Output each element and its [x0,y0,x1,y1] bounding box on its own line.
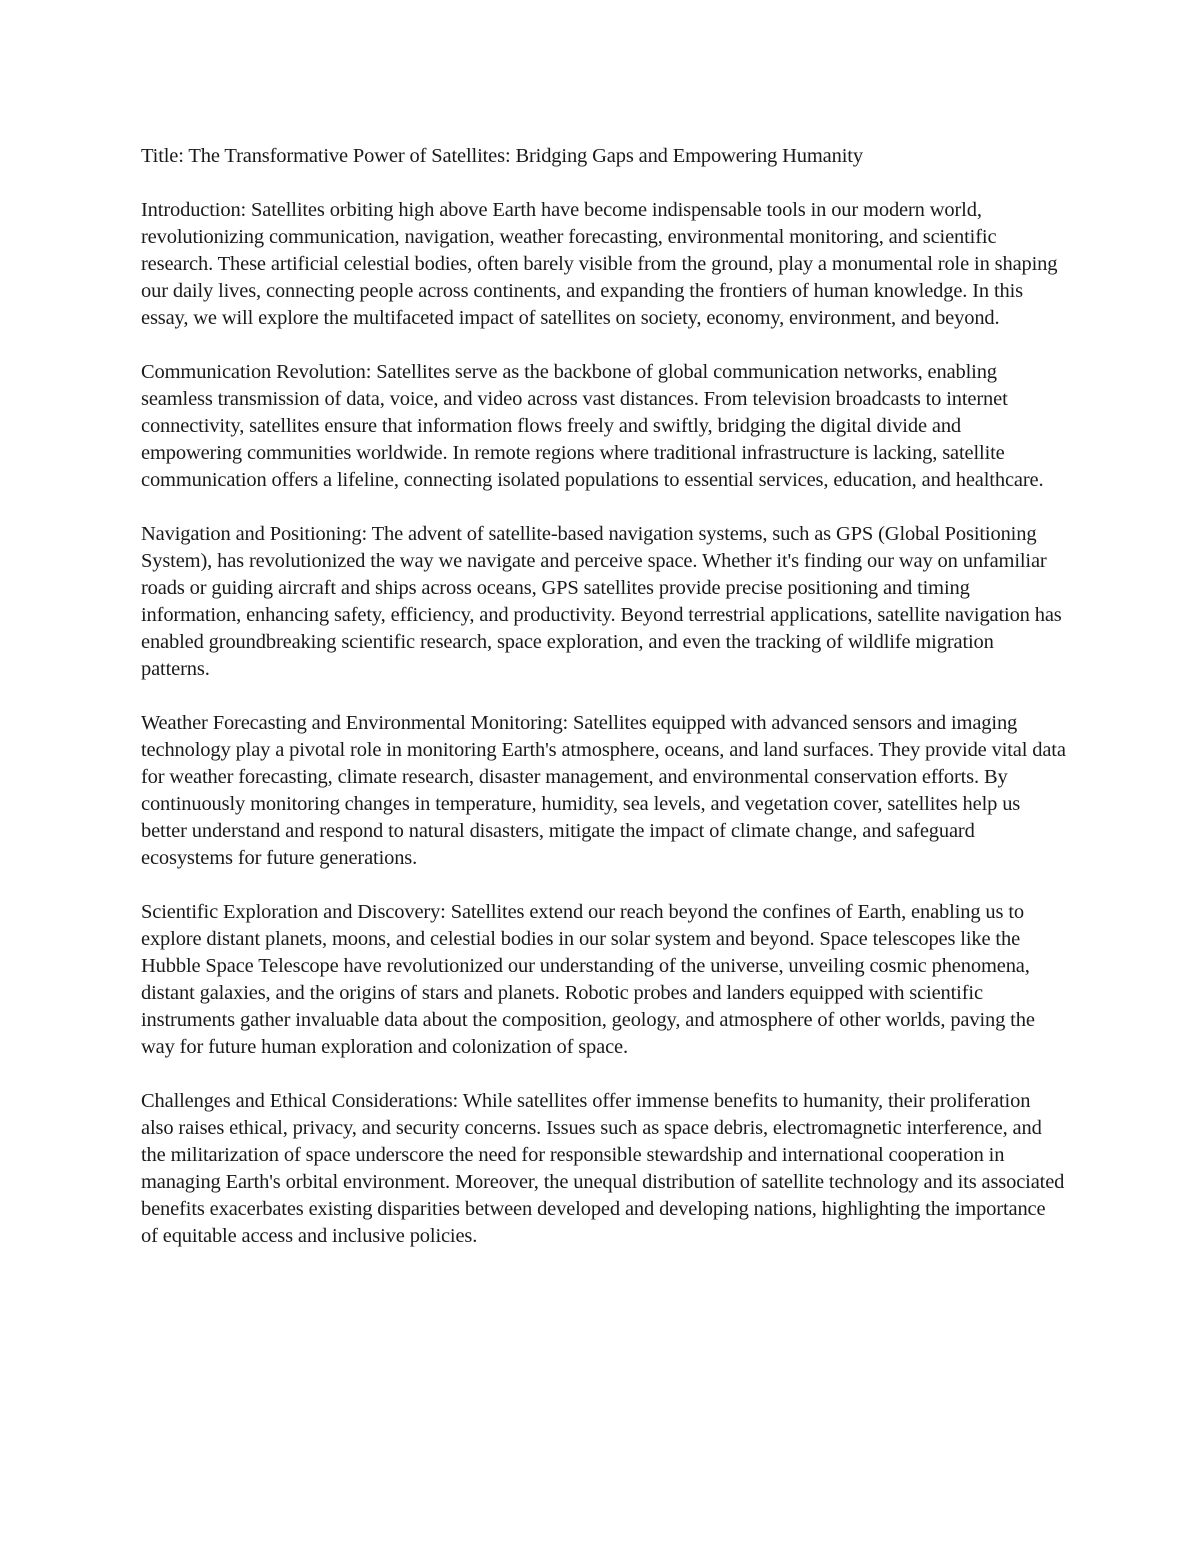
paragraph-communication-revolution: Communication Revolution: Satellites serve as the backbone of global communication networks, enabling seamless transmission of data, voice, and video across vast distances. From television broadcasts to internet connectivity, satellites ensure that information flows freely and swiftly, bridging the digital divide and empowering communities worldwide. In remote regions where traditional infrastructure is lacking, satellite communication offers a lifeline, connecting isolated populations to essential services, education, and healthcare. [141,361,1044,491]
paragraph-introduction: Introduction: Satellites orbiting high above Earth have become indispensable tools in our modern world, revolutionizing communication, navigation, weather forecasting, environmental monitoring, and scientific research. These artificial celestial bodies, often barely visible from the ground, play a monumental role in shaping our daily lives, connecting people across continents, and expanding the frontiers of human knowledge. In this essay, we will explore the multifaceted impact of satellites on society, economy, environment, and beyond. [141,199,1058,329]
paragraph-scientific-exploration: Scientific Exploration and Discovery: Satellites extend our reach beyond the confines of Earth, enabling us to explore distant planets, moons, and celestial bodies in our solar system and beyond. Space telescopes like the Hubble Space Telescope have revolutionized our understanding of the universe, unveiling cosmic phenomena, distant galaxies, and the origins of stars and planets. Robotic probes and landers equipped with scientific instruments gather invaluable data about the composition, geology, and atmosphere of other worlds, paving the way for future human exploration and colonization of space. [141,901,1035,1058]
paragraph-navigation-positioning: Navigation and Positioning: The advent of satellite-based navigation systems, such as GPS (Global Positioning System), has revolutionized the way we navigate and perceive space. Whether it's finding our way on unfamiliar roads or guiding aircraft and ships across oceans, GPS satellites provide precise positioning and timing information, enhancing safety, efficiency, and productivity. Beyond terrestrial applications, satellite navigation has enabled groundbreaking scientific research, space exploration, and even the tracking of wildlife migration patterns. [141,523,1062,680]
document-title: Title: The Transformative Power of Satellites: Bridging Gaps and Empowering Humanity [141,145,863,167]
paragraph-weather-environment: Weather Forecasting and Environmental Monitoring: Satellites equipped with advanced sensors and imaging technology play a pivotal role in monitoring Earth's atmosphere, oceans, and land surfaces. They provide vital data for weather forecasting, climate research, disaster management, and environmental conservation efforts. By continuously monitoring changes in temperature, humidity, sea levels, and vegetation cover, satellites help us better understand and respond to natural disasters, mitigate the impact of climate change, and safeguard ecosystems for future generations. [141,712,1066,869]
paragraph-challenges-ethics: Challenges and Ethical Considerations: While satellites offer immense benefits to humanity, their proliferation also raises ethical, privacy, and security concerns. Issues such as space debris, electromagnetic interference, and the militarization of space underscore the need for responsible stewardship and international cooperation in managing Earth's orbital environment. Moreover, the unequal distribution of satellite technology and its associated benefits exacerbates existing disparities between developed and developing nations, highlighting the importance of equitable access and inclusive policies. [141,1090,1065,1247]
document-body [141,143,1066,1250]
